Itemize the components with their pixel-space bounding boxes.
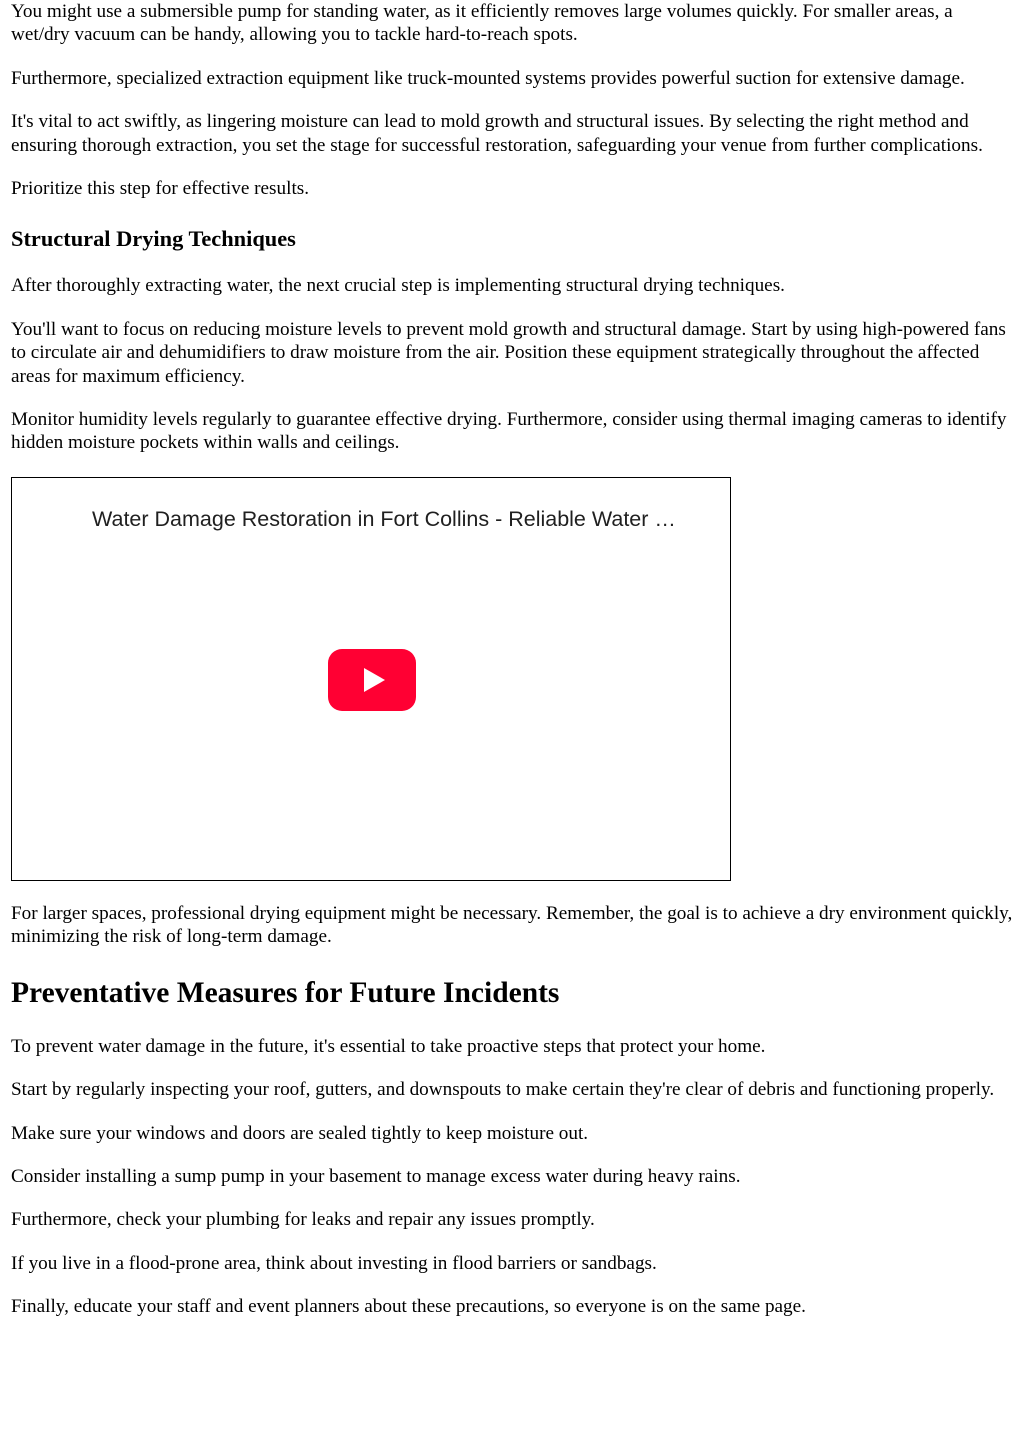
paragraph: Finally, educate your staff and event planners about these precautions, so everyone is on the same page. (11, 1296, 806, 1318)
paragraph: You might use a submersible pump for standing water, as it efficiently removes large volumes quickly. For smaller areas, a wet/dry vacuum can be handy, allowing you to tackle hard-to-reach spots. (11, 1, 953, 46)
paragraph: Prioritize this step for effective results. (11, 178, 310, 200)
section-heading: Structural Drying Techniques (11, 226, 296, 252)
play-button[interactable] (328, 649, 416, 711)
paragraph: Monitor humidity levels regularly to guarantee effective drying. Furthermore, consider using thermal imaging cameras to identify hidden moisture pockets within walls and ceilings. (11, 409, 1007, 454)
video-embed[interactable] (11, 477, 731, 881)
paragraph: Consider installing a sump pump in your basement to manage excess water during heavy rains. (11, 1165, 741, 1187)
paragraph: Furthermore, check your plumbing for leaks and repair any issues promptly. (11, 1209, 595, 1231)
paragraph: If you live in a flood-prone area, think about investing in flood barriers or sandbags. (11, 1252, 657, 1274)
video-title[interactable]: Water Damage Restoration in Fort Collins - Reliable Water … (92, 506, 676, 531)
paragraph: Start by regularly inspecting your roof, gutters, and downspouts to make certain they're clear of debris and functioning properly. (11, 1079, 995, 1101)
article-body (11, 0, 1014, 1319)
paragraph: Make sure your windows and doors are sealed tightly to keep moisture out. (11, 1122, 589, 1144)
paragraph: It's vital to act swiftly, as lingering moisture can lead to mold growth and structural issues. By selecting the right method and ensuring thorough extraction, you set the stage for successful restoration, safeguarding your venue from further complications. (11, 111, 983, 156)
paragraph: For larger spaces, professional drying equipment might be necessary. Remember, the goal is to achieve a dry environment quickly, minimizing the risk of long-term damage. (11, 902, 1013, 948)
section-heading: Preventative Measures for Future Incidents (11, 976, 560, 1009)
paragraph: Furthermore, specialized extraction equipment like truck-mounted systems provides powerful suction for extensive damage. (11, 67, 965, 89)
youtube-play-icon (328, 649, 416, 711)
paragraph: To prevent water damage in the future, it's essential to take proactive steps that protect your home. (11, 1035, 766, 1057)
paragraph: You'll want to focus on reducing moisture levels to prevent mold growth and structural damage. Start by using high-powered fans to circulate air and dehumidifiers to draw moisture from the air. Position these equipment strategically throughout the affected areas for maximum efficiency. (11, 318, 1006, 387)
paragraph: After thoroughly extracting water, the next crucial step is implementing structural drying techniques. (11, 275, 785, 297)
